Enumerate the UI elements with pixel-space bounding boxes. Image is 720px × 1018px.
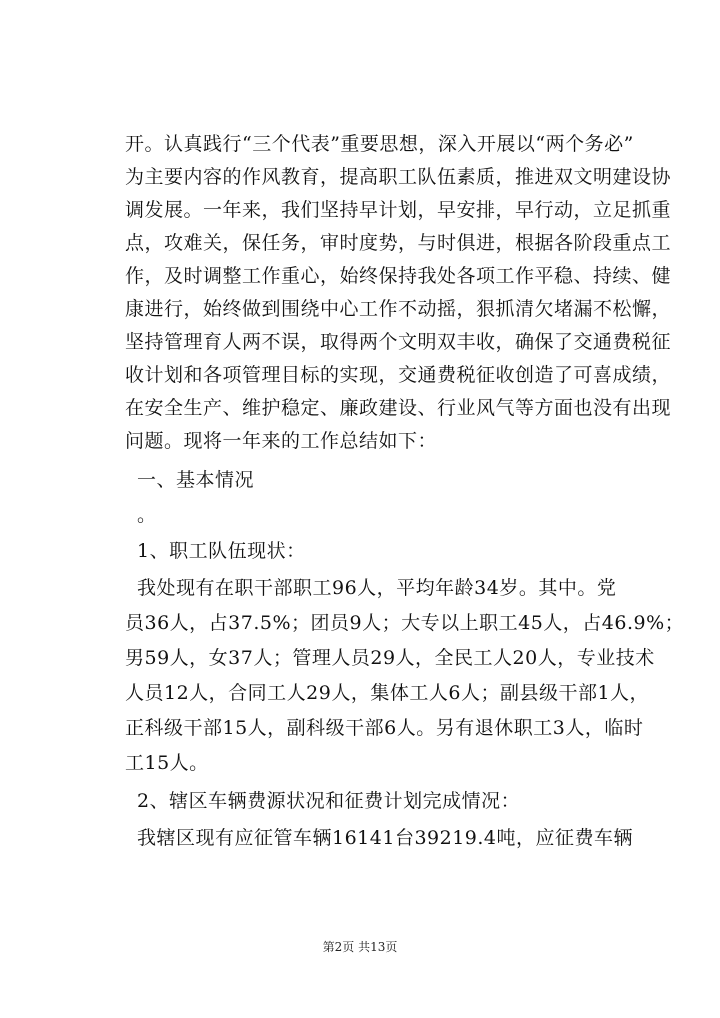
- text-line-21: 我辖区现有应征管车辆16141台39219.4吨，应征费车辆: [137, 827, 634, 849]
- text-line-6: 康进行，始终做到围绕中心工作不动摇，狠抓清欠堵漏不松懈，: [125, 298, 672, 320]
- section-heading-basic-info: 一、基本情况: [137, 469, 255, 491]
- text-line-period: 。: [137, 504, 157, 526]
- subheading-vehicle-fees: 2、辖区车辆费源状况和征费计划完成情况：: [137, 790, 521, 812]
- text-line-4: 点，攻难关，保任务，审时度势，与时俱进，根据各阶段重点工: [125, 232, 672, 254]
- text-line-2: 为主要内容的作风教育，提高职工队伍素质，推进双文明建设协: [125, 166, 672, 188]
- subheading-staff-status: 1、职工队伍现状：: [137, 540, 306, 562]
- text-line-18: 正科级干部15人，副科级干部6人。另有退休职工3人，临时: [125, 717, 644, 739]
- text-line-1: 开。认真践行“三个代表”重要思想，深入开展以“两个务必”: [125, 133, 634, 155]
- text-line-14: 我处现有在职干部职工96人，平均年龄34岁。其中。党: [137, 577, 617, 599]
- text-line-3: 调发展。一年来，我们坚持早计划，早安排，早行动，立足抓重: [125, 199, 672, 221]
- page-number-footer: 第2页 共13页: [322, 940, 398, 954]
- text-line-10: 问题。现将一年来的工作总结如下：: [125, 430, 438, 452]
- text-line-9: 在安全生产、维护稳定、廉政建设、行业风气等方面也没有出现: [125, 397, 672, 419]
- text-line-16: 男59人，女37人；管理人员29人，全民工人20人，专业技术: [125, 647, 655, 669]
- text-line-17: 人员12人，合同工人29人，集体工人6人；副县级干部1人，: [125, 682, 650, 704]
- text-line-8: 收计划和各项管理目标的实现，交通费税征收创造了可喜成绩，: [125, 364, 672, 386]
- text-line-5: 作，及时调整工作重心，始终保持我处各项工作平稳、持续、健: [125, 265, 672, 287]
- text-line-19: 工15人。: [125, 752, 209, 774]
- text-line-15: 员36人，占37.5%；团员9人；大专以上职工45人，占46.9%；: [125, 612, 685, 634]
- text-line-7: 坚持管理育人两不误，取得两个文明双丰收，确保了交通费税征: [125, 331, 672, 353]
